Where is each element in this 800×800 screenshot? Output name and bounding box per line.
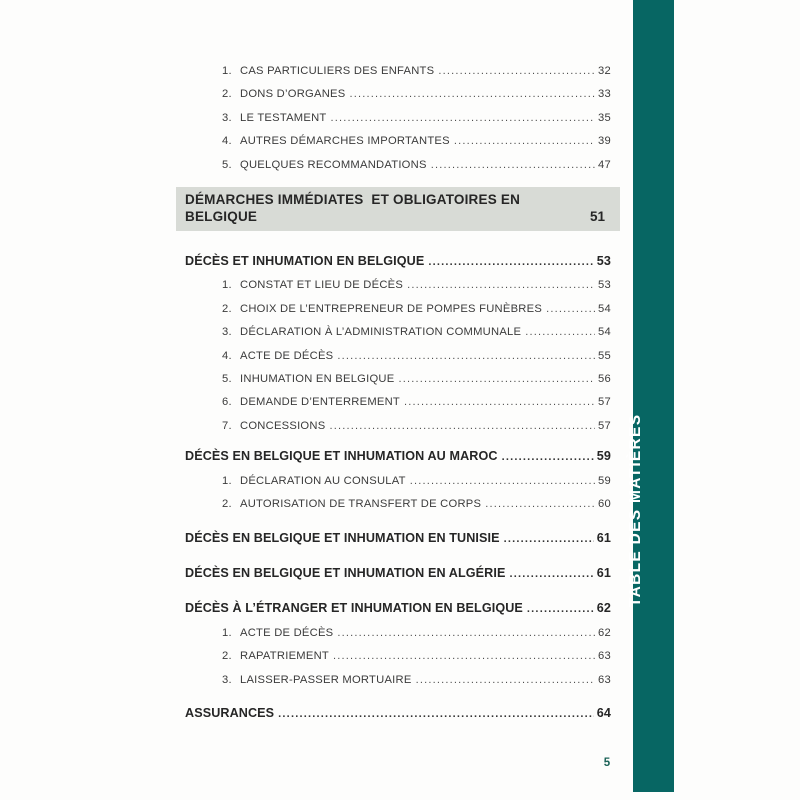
toc-chapter-title-line2: BELGIQUE xyxy=(185,209,258,225)
toc-chapter-highlight xyxy=(176,187,620,231)
dot-leader xyxy=(333,645,595,668)
toc-entry-page: 35 xyxy=(598,111,611,124)
toc-entry-page: 54 xyxy=(598,326,611,339)
toc-entry-page: 56 xyxy=(598,373,611,386)
dot-leader xyxy=(398,368,595,391)
toc-entry-number: 1. xyxy=(222,279,232,292)
dot-leader xyxy=(329,415,595,438)
dot-leader xyxy=(428,250,593,274)
toc-entry-page: 39 xyxy=(598,135,611,148)
toc-entry-label: AUTORISATION DE TRANSFERT DE CORPS xyxy=(240,498,482,511)
dot-leader xyxy=(485,493,595,516)
sidebar-tab-label: TABLE DES MATIÈRES xyxy=(627,413,644,607)
toc-entry xyxy=(185,60,611,83)
table-of-contents xyxy=(185,60,611,726)
toc-entry-page: 59 xyxy=(598,474,611,487)
toc-entry-page: 47 xyxy=(598,158,611,171)
toc-entry xyxy=(185,298,611,321)
toc-entry-number: 4. xyxy=(222,349,232,362)
toc-entry xyxy=(185,130,611,153)
dot-leader xyxy=(404,391,595,414)
toc-entry-page: 33 xyxy=(598,88,611,101)
toc-heading-label: DÉCÈS EN BELGIQUE ET INHUMATION EN ALGÉRIE xyxy=(185,565,506,580)
toc-heading-label: DÉCÈS EN BELGIQUE ET INHUMATION EN TUNISIE xyxy=(185,530,500,545)
toc-entry-label: ACTE DE DÉCÈS xyxy=(240,349,334,362)
toc-entry-number: 2. xyxy=(222,88,232,101)
toc-entry-label: DÉCLARATION À L’ADMINISTRATION COMMUNALE xyxy=(240,326,522,339)
toc-entry-label: DEMANDE D’ENTERREMENT xyxy=(240,396,401,409)
toc-section-heading xyxy=(185,597,611,621)
toc-entry-page: 32 xyxy=(598,65,611,77)
toc-entry-page: 53 xyxy=(598,279,611,292)
dot-leader xyxy=(407,274,595,297)
dot-leader xyxy=(416,669,595,692)
toc-entry-number: 5. xyxy=(222,158,232,171)
toc-entry-number: 1. xyxy=(222,626,232,639)
toc-entry-page: 55 xyxy=(598,349,611,362)
toc-entry-page: 57 xyxy=(598,419,611,432)
toc-heading-page: 61 xyxy=(596,565,611,580)
toc-chapter-page: 51 xyxy=(589,209,605,225)
toc-entry-label: AUTRES DÉMARCHES IMPORTANTES xyxy=(240,135,450,148)
toc-entry-number: 7. xyxy=(222,419,232,432)
toc-entry-number: 5. xyxy=(222,373,232,386)
toc-entry xyxy=(185,345,611,368)
toc-entry-label: CONCESSIONS xyxy=(240,419,326,432)
dot-leader xyxy=(527,597,594,621)
toc-entry-label: ACTE DE DÉCÈS xyxy=(240,626,334,639)
toc-heading-page: 53 xyxy=(596,254,611,269)
toc-heading-page: 59 xyxy=(596,449,611,464)
toc-section-heading xyxy=(185,445,611,469)
toc-entry xyxy=(185,669,611,692)
toc-entry-label: DONS D’ORGANES xyxy=(240,88,346,101)
toc-entry-number: 3. xyxy=(222,326,232,339)
toc-heading-label: DÉCÈS EN BELGIQUE ET INHUMATION AU MAROC xyxy=(185,449,498,464)
dot-leader xyxy=(509,562,593,586)
toc-entry-number: 3. xyxy=(222,673,232,686)
toc-entry-number: 2. xyxy=(222,302,232,315)
toc-entry-label: INHUMATION EN BELGIQUE xyxy=(240,373,395,386)
toc-entry xyxy=(185,83,611,106)
toc-entry-page: 57 xyxy=(598,396,611,409)
toc-chapter-title-line1: DÉMARCHES IMMÉDIATES ET OBLIGATOIRES EN xyxy=(185,192,521,208)
toc-entry-label: DÉCLARATION AU CONSULAT xyxy=(240,474,406,487)
toc-entry xyxy=(185,274,611,297)
toc-entry-number: 2. xyxy=(222,650,232,663)
toc-entry xyxy=(185,415,611,438)
toc-entry-label: CONSTAT ET LIEU DE DÉCÈS xyxy=(240,279,404,292)
toc-entry-number: 2. xyxy=(222,498,232,511)
dot-leader xyxy=(331,107,596,130)
toc-entry xyxy=(185,368,611,391)
toc-entry-page: 63 xyxy=(598,673,611,686)
toc-entry-label: CAS PARTICULIERS DES ENFANTS xyxy=(240,65,435,77)
toc-section-heading xyxy=(185,702,611,726)
toc-entry-page: 54 xyxy=(598,302,611,315)
toc-heading-page: 62 xyxy=(596,601,611,616)
dot-leader xyxy=(349,83,595,106)
dot-leader xyxy=(278,702,594,726)
dot-leader xyxy=(431,154,595,177)
toc-entry xyxy=(185,391,611,414)
toc-entry-label: LE TESTAMENT xyxy=(240,111,327,124)
toc-entry-number: 3. xyxy=(222,111,232,124)
folio-page-number: 5 xyxy=(603,757,611,769)
toc-heading-page: 61 xyxy=(596,530,611,545)
toc-entry xyxy=(185,154,611,177)
toc-entry-number: 6. xyxy=(222,396,232,409)
toc-entry-label: RAPATRIEMENT xyxy=(240,650,329,663)
toc-entry-page: 60 xyxy=(598,498,611,511)
toc-entry-number: 4. xyxy=(222,135,232,148)
toc-chapter-title xyxy=(185,191,520,225)
toc-section-heading xyxy=(185,562,611,586)
dot-leader xyxy=(410,470,595,493)
toc-section-heading xyxy=(185,527,611,551)
dot-leader xyxy=(337,622,595,645)
dot-leader xyxy=(454,130,595,153)
dot-leader xyxy=(337,345,595,368)
toc-heading-page: 64 xyxy=(596,705,611,720)
toc-entry xyxy=(185,470,611,493)
toc-entry-page: 62 xyxy=(598,626,611,639)
toc-entry xyxy=(185,645,611,668)
dot-leader xyxy=(438,60,595,83)
toc-heading-label: DÉCÈS ET INHUMATION EN BELGIQUE xyxy=(185,254,425,269)
toc-entry-number: 1. xyxy=(222,65,232,77)
dot-leader xyxy=(525,321,595,344)
dot-leader xyxy=(504,527,594,551)
toc-section-heading xyxy=(185,250,611,274)
toc-entry xyxy=(185,493,611,516)
toc-entry xyxy=(185,321,611,344)
dot-leader xyxy=(546,298,595,321)
toc-entry-label: QUELQUES RECOMMANDATIONS xyxy=(240,158,427,171)
toc-entry-label: LAISSER-PASSER MORTUAIRE xyxy=(240,673,412,686)
dot-leader xyxy=(502,445,594,469)
toc-heading-label: DÉCÈS À L’ÉTRANGER ET INHUMATION EN BELGIQUE xyxy=(185,601,523,616)
toc-entry-number: 1. xyxy=(222,474,232,487)
toc-heading-label: ASSURANCES xyxy=(185,705,275,720)
toc-entry-page: 63 xyxy=(598,650,611,663)
toc-entry xyxy=(185,107,611,130)
sidebar-tab xyxy=(627,0,674,792)
toc-entry xyxy=(185,622,611,645)
toc-entry-label: CHOIX DE L’ENTREPRENEUR DE POMPES FUNÈBRES xyxy=(240,302,543,315)
